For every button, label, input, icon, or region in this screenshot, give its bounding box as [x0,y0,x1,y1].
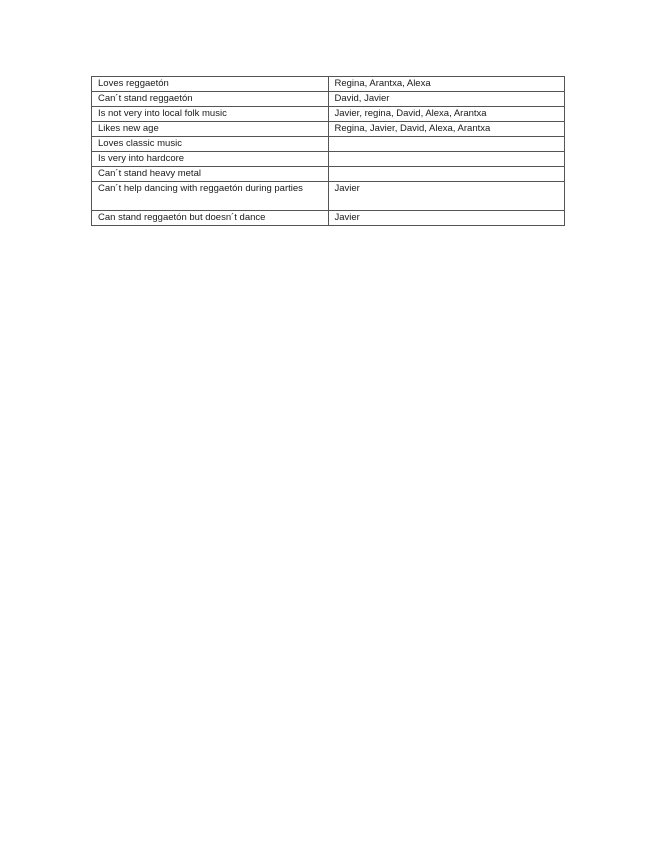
statement-cell: Likes new age [92,122,329,137]
table-row [92,182,565,211]
statement-cell: Can´t stand heavy metal [92,167,329,182]
people-cell: Javier, regina, David, Alexa, Arantxa [328,107,565,122]
people-cell [328,152,565,167]
people-cell [328,137,565,152]
people-cell: Regina, Arantxa, Alexa [328,77,565,92]
table-row [92,167,565,182]
statement-cell: Can´t help dancing with reggaetón during parties [92,182,329,211]
statement-cell: Loves reggaetón [92,77,329,92]
people-cell: Javier [328,211,565,226]
statement-cell: Can stand reggaetón but doesn´t dance [92,211,329,226]
table-row [92,211,565,226]
music-preferences-table [91,76,565,226]
people-cell: David, Javier [328,92,565,107]
statement-cell: Is very into hardcore [92,152,329,167]
table-row [92,77,565,92]
people-cell: Regina, Javier, David, Alexa, Arantxa [328,122,565,137]
people-cell [328,167,565,182]
statement-cell: Is not very into local folk music [92,107,329,122]
table-row [92,152,565,167]
table-row [92,92,565,107]
table-row [92,137,565,152]
statement-cell: Can´t stand reggaetón [92,92,329,107]
statement-cell: Loves classic music [92,137,329,152]
people-cell: Javier [328,182,565,211]
table-row [92,107,565,122]
table-row [92,122,565,137]
